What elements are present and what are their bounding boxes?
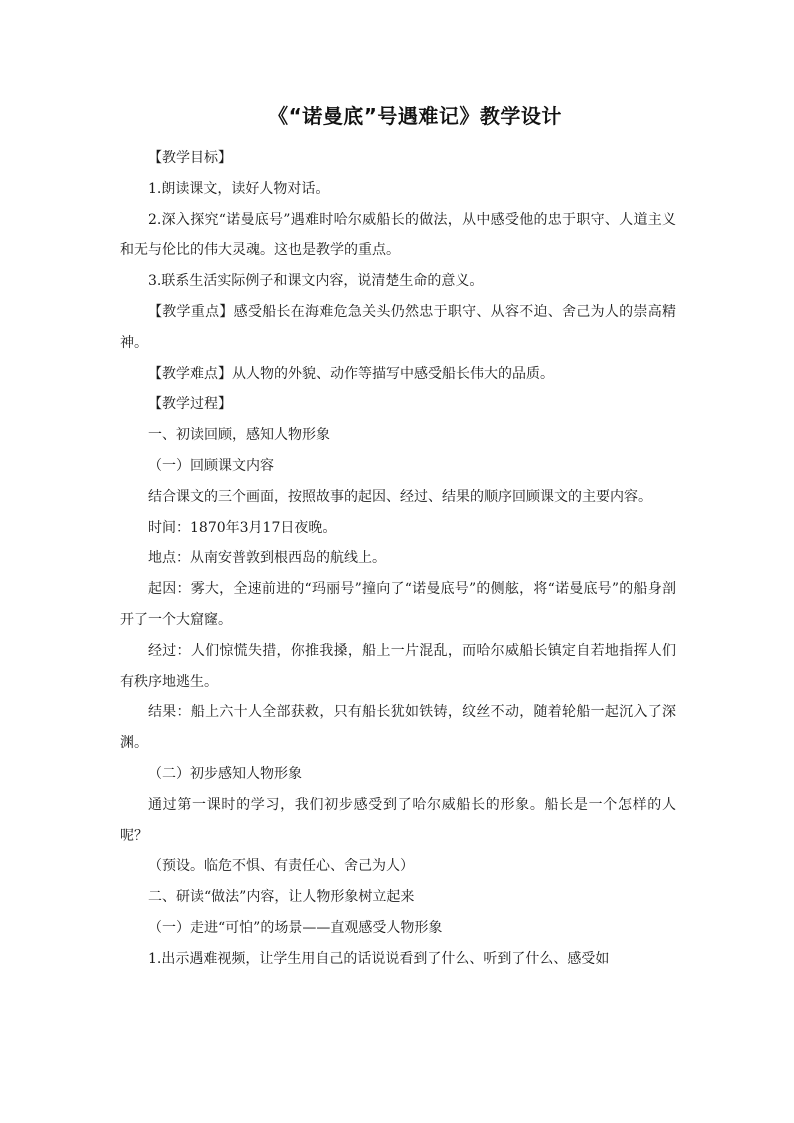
step-1-heading: 一、初读回顾，感知人物形象 — [148, 427, 330, 444]
step-1-sub-2-heading: （二）初步感知人物形象 — [148, 765, 302, 782]
paragraph-review-content: 结合课文的三个画面，按照故事的起因、经过、结果的顺序回顾课文的主要内容。 — [148, 488, 652, 505]
key-point: 【教学重点】感受船长在海难危急关头仍然忠于职守、从容不迫、舍己为人的崇高精神。 — [120, 303, 676, 351]
section-heading-process: 【教学过程】 — [148, 396, 232, 413]
paragraph-process: 经过：人们惊慌失措，你推我搡，船上一片混乱，而哈尔威船长镇定自若地指挥人们有秩序地逃生。 — [120, 642, 676, 690]
objective-1: 1.朗读课文，读好人物对话。 — [148, 180, 330, 197]
paragraph-cause: 起因：雾大，全速前进的“玛丽号”撞向了“诺曼底号”的侧舷，将“诺曼底号”的船身剖开了一个大窟窿。 — [120, 581, 676, 628]
step-2-sub-1-heading: （一）走进“可怕”的场景——直观感受人物形象 — [148, 919, 443, 936]
document-body — [120, 143, 676, 975]
objective-2: 2.深入探究“诺曼底号”遇难时哈尔威船长的做法，从中感受他的忠于职守、人道主义和无与伦比的伟大灵魂。这也是教学的重点。 — [120, 211, 676, 259]
paragraph-preset: （预设。临危不惧、有责任心、舍己为人） — [148, 858, 414, 875]
paragraph-place: 地点：从南安普敦到根西岛的航线上。 — [148, 550, 386, 567]
document-title: 《“诺曼底”号遇难记》教学设计 — [268, 104, 562, 128]
paragraph-result: 结果：船上六十人全部获救，只有船长犹如铁铸，纹丝不动，随着轮船一起沉入了深渊。 — [120, 704, 676, 752]
paragraph-first-impression: 通过第一课时的学习，我们初步感受到了哈尔威船长的形象。船长是一个怎样的人呢？ — [120, 796, 676, 844]
paragraph-video-task: 1.出示遇难视频，让学生用自己的话说说看到了什么、听到了什么、感受如 — [148, 950, 610, 967]
difficult-point: 【教学难点】从人物的外貌、动作等描写中感受船长伟大的品质。 — [148, 365, 554, 382]
objective-3: 3.联系生活实际例子和课文内容，说清楚生命的意义。 — [148, 273, 484, 290]
section-heading-objectives: 【教学目标】 — [148, 150, 232, 166]
step-2-heading: 二、研读“做法”内容，让人物形象树立起来 — [148, 889, 415, 906]
step-1-sub-1-heading: （一）回顾课文内容 — [148, 457, 274, 474]
paragraph-time: 时间：1870年3月17日夜晚。 — [148, 519, 337, 536]
